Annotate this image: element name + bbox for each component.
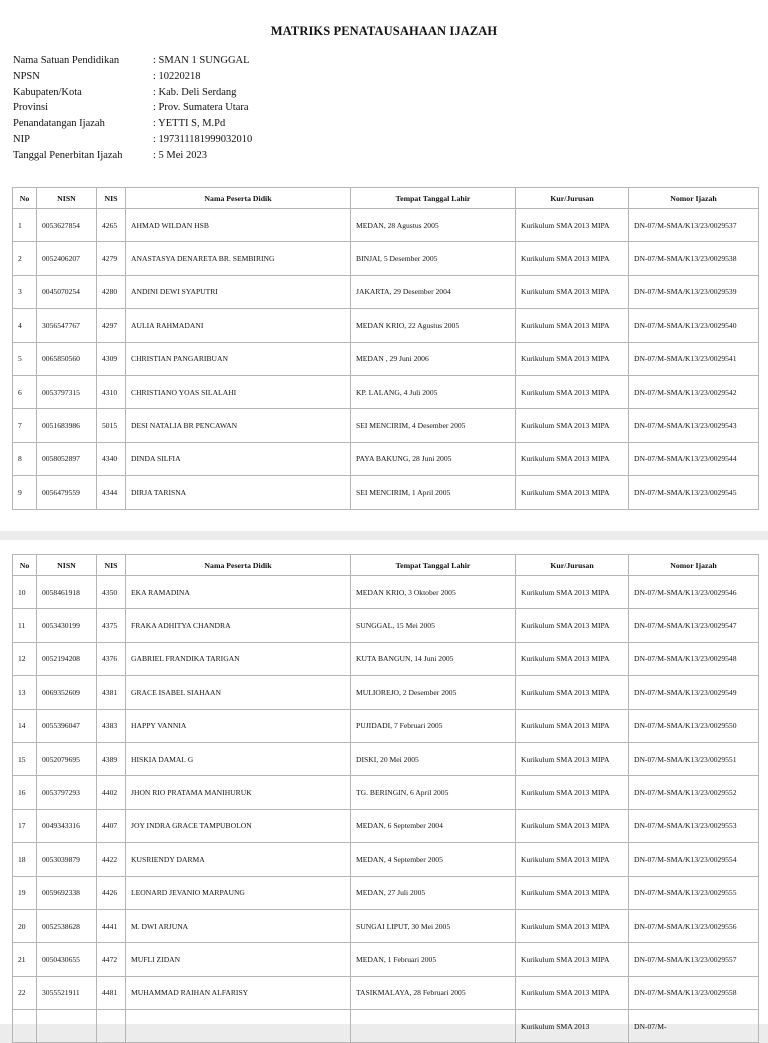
- cell-col-nisn: 0053039879: [37, 843, 97, 876]
- cell-col-kur: Kurikulum SMA 2013 MIPA: [516, 409, 629, 442]
- diploma-table-page-2: [12, 554, 759, 1043]
- table-row: [13, 909, 759, 942]
- header-col-no: No: [13, 188, 37, 209]
- cell-col-nomor-ijazah: DN-07/M-SMA/K13/23/0029544: [629, 442, 759, 475]
- header-col-no: No: [13, 555, 37, 576]
- cell-col-nomor-ijazah: DN-07/M-SMA/K13/23/0029539: [629, 275, 759, 308]
- cell-col-ttl: MEDAN , 29 Juni 2006: [351, 342, 516, 375]
- info-row: [13, 116, 252, 132]
- header-col-ttl: Tempat Tanggal Lahir: [351, 188, 516, 209]
- info-label: Kabupaten/Kota: [13, 86, 82, 98]
- cell-col-ttl: BINJAI, 5 Desember 2005: [351, 242, 516, 275]
- cell-col-nis: 4279: [97, 242, 126, 275]
- cell-col-kur: Kurikulum SMA 2013 MIPA: [516, 209, 629, 242]
- header-col-nama: Nama Peserta Didik: [126, 555, 351, 576]
- diploma-table-page-1: [12, 187, 759, 510]
- cell-col-kur: Kurikulum SMA 2013 MIPA: [516, 976, 629, 1009]
- cell-col-nis: 4422: [97, 843, 126, 876]
- cell-col-nama: LEONARD JEVANIO MARPAUNG: [126, 876, 351, 909]
- info-row: [13, 132, 252, 148]
- document-title: MATRIKS PENATAUSAHAAN IJAZAH: [270, 24, 498, 38]
- cell-col-nama: DIRJA TARISNA: [126, 476, 351, 509]
- info-value: : 10220218: [153, 70, 201, 82]
- table-row: [13, 442, 759, 475]
- info-value: : Prov. Sumatera Utara: [153, 102, 249, 114]
- cell-col-nama: JOY INDRA GRACE TAMPUBOLON: [126, 809, 351, 842]
- cell-col-ttl: TG. BERINGIN, 6 April 2005: [351, 776, 516, 809]
- cell-col-no: 19: [13, 876, 37, 909]
- cell-col-ttl: MEDAN, 6 September 2004: [351, 809, 516, 842]
- cell-col-nomor-ijazah: DN-07/M-SMA/K13/23/0029552: [629, 776, 759, 809]
- cell-col-nisn: 0053430199: [37, 609, 97, 642]
- info-value: : 5 Mei 2023: [153, 149, 207, 161]
- cell-col-nisn: 0059692338: [37, 876, 97, 909]
- cell-col-no: 16: [13, 776, 37, 809]
- header-col-ttl: Tempat Tanggal Lahir: [351, 555, 516, 576]
- info-label: Penandatangan Ijazah: [13, 118, 105, 130]
- cell-col-nisn: 0053797315: [37, 375, 97, 408]
- table-row: [13, 976, 759, 1009]
- info-value: : Kab. Deli Serdang: [153, 86, 237, 98]
- cell-col-kur: Kurikulum SMA 2013 MIPA: [516, 342, 629, 375]
- info-label: NPSN: [13, 70, 40, 82]
- cell-col-nisn: 0058052897: [37, 442, 97, 475]
- cell-col-nomor-ijazah: DN-07/M-SMA/K13/23/0029543: [629, 409, 759, 442]
- cell-col-nis: [97, 1010, 126, 1043]
- cell-col-nama: GABRIEL FRANDIKA TARIGAN: [126, 642, 351, 675]
- cell-col-ttl: TASIKMALAYA, 28 Februari 2005: [351, 976, 516, 1009]
- table-row: [13, 776, 759, 809]
- cell-col-ttl: PAYA BAKUNG, 28 Juni 2005: [351, 442, 516, 475]
- cell-col-kur: Kurikulum SMA 2013 MIPA: [516, 742, 629, 775]
- cell-col-nis: 4280: [97, 275, 126, 308]
- cell-col-nama: CHRISTIAN PANGARIBUAN: [126, 342, 351, 375]
- cell-col-kur: Kurikulum SMA 2013 MIPA: [516, 275, 629, 308]
- cell-col-nisn: 0052538628: [37, 909, 97, 942]
- cell-col-ttl: SUNGAI LIPUT, 30 Mei 2005: [351, 909, 516, 942]
- cell-col-nama: FRAKA ADHITYA CHANDRA: [126, 609, 351, 642]
- cell-col-nis: 4381: [97, 676, 126, 709]
- table-row: [13, 275, 759, 308]
- cell-col-no: 7: [13, 409, 37, 442]
- cell-col-kur: Kurikulum SMA 2013 MIPA: [516, 609, 629, 642]
- cell-col-no: 17: [13, 809, 37, 842]
- info-row: [13, 69, 252, 85]
- cell-col-nisn: 0053797293: [37, 776, 97, 809]
- info-row: [13, 100, 252, 116]
- cell-col-nama: MUFLI ZIDAN: [126, 943, 351, 976]
- cell-col-nama: ANASTASYA DENARETA BR. SEMBIRING: [126, 242, 351, 275]
- cell-col-kur: Kurikulum SMA 2013 MIPA: [516, 375, 629, 408]
- cell-col-nama: HISKIA DAMAI. G: [126, 742, 351, 775]
- cell-col-nomor-ijazah: DN-07/M-SMA/K13/23/0029548: [629, 642, 759, 675]
- cell-col-ttl: [351, 1010, 516, 1043]
- info-value: : SMAN 1 SUNGGAL: [153, 55, 250, 66]
- cell-col-nama: JHON RIO PRATAMA MANIHURUK: [126, 776, 351, 809]
- cell-col-kur: Kurikulum SMA 2013 MIPA: [516, 676, 629, 709]
- cell-col-kur: Kurikulum SMA 2013 MIPA: [516, 909, 629, 942]
- cell-col-nisn: 0045070254: [37, 275, 97, 308]
- cell-col-no: 12: [13, 642, 37, 675]
- cell-col-nis: 4309: [97, 342, 126, 375]
- cell-col-no: 1: [13, 209, 37, 242]
- cell-col-no: 20: [13, 909, 37, 942]
- cell-col-nama: KUSRIENDY DARMA: [126, 843, 351, 876]
- info-row: [13, 53, 252, 69]
- cell-col-kur: Kurikulum SMA 2013 MIPA: [516, 776, 629, 809]
- table-row: [13, 742, 759, 775]
- header-col-kur: Kur/Jurusan: [516, 555, 629, 576]
- info-label: Nama Satuan Pendidikan: [13, 55, 120, 66]
- cell-col-nomor-ijazah: DN-07/M-SMA/K13/23/0029542: [629, 375, 759, 408]
- header-col-nis: NIS: [97, 555, 126, 576]
- cell-col-nisn: 3056547767: [37, 309, 97, 342]
- cell-col-no: 5: [13, 342, 37, 375]
- cell-col-nis: 4481: [97, 976, 126, 1009]
- cell-col-no: 18: [13, 843, 37, 876]
- cell-col-nisn: 0052194208: [37, 642, 97, 675]
- cell-col-no: [13, 1010, 37, 1043]
- cell-col-nisn: 0051683986: [37, 409, 97, 442]
- cell-col-nisn: 0052406207: [37, 242, 97, 275]
- cell-col-kur: Kurikulum SMA 2013 MIPA: [516, 642, 629, 675]
- cell-col-no: 13: [13, 676, 37, 709]
- cell-col-nomor-ijazah: DN-07/M-SMA/K13/23/0029554: [629, 843, 759, 876]
- cell-col-ttl: MEDAN KRIO, 3 Oktober 2005: [351, 576, 516, 609]
- cell-col-no: 4: [13, 309, 37, 342]
- header-col-nisn: NISN: [37, 188, 97, 209]
- cell-col-nomor-ijazah: DN-07/M-SMA/K13/23/0029545: [629, 476, 759, 509]
- table-row: [13, 809, 759, 842]
- table-row: [13, 375, 759, 408]
- cell-col-nama: ANDINI DEWI SYAPUTRI: [126, 275, 351, 308]
- cell-col-kur: Kurikulum SMA 2013 MIPA: [516, 476, 629, 509]
- cell-col-ttl: MEDAN, 1 Februari 2005: [351, 943, 516, 976]
- cell-col-no: 6: [13, 375, 37, 408]
- table-row: [13, 843, 759, 876]
- header-col-nomor-ijazah: Nomor Ijazah: [629, 188, 759, 209]
- cell-col-nomor-ijazah: DN-07/M-SMA/K13/23/0029538: [629, 242, 759, 275]
- info-label: Tanggal Penerbitan Ijazah: [13, 149, 123, 161]
- cell-col-ttl: KUTA BANGUN, 14 Juni 2005: [351, 642, 516, 675]
- table-row: [13, 1010, 759, 1043]
- cell-col-nisn: 3055521911: [37, 976, 97, 1009]
- table-header-row: [13, 188, 759, 209]
- cell-col-ttl: KP. LALANG, 4 Juli 2005: [351, 375, 516, 408]
- info-row: [13, 148, 252, 164]
- cell-col-nomor-ijazah: DN-07/M-: [629, 1010, 759, 1043]
- cell-col-nis: 4407: [97, 809, 126, 842]
- info-row: [13, 85, 252, 101]
- cell-col-ttl: SEI MENCIRIM, 1 April 2005: [351, 476, 516, 509]
- cell-col-no: 2: [13, 242, 37, 275]
- header-col-kur: Kur/Jurusan: [516, 188, 629, 209]
- cell-col-nama: GRACE ISABEL SIAHAAN: [126, 676, 351, 709]
- info-value: : 197311181999032010: [153, 133, 253, 145]
- cell-col-kur: Kurikulum SMA 2013 MIPA: [516, 576, 629, 609]
- cell-col-nomor-ijazah: DN-07/M-SMA/K13/23/0029556: [629, 909, 759, 942]
- cell-col-nama: EKA RAMADINA: [126, 576, 351, 609]
- cell-col-no: 14: [13, 709, 37, 742]
- cell-col-nama: AULIA RAHMADANI: [126, 309, 351, 342]
- cell-col-nomor-ijazah: DN-07/M-SMA/K13/23/0029555: [629, 876, 759, 909]
- table-header-row: [13, 555, 759, 576]
- cell-col-ttl: MEDAN KRIO, 22 Agustus 2005: [351, 309, 516, 342]
- header-col-nama: Nama Peserta Didik: [126, 188, 351, 209]
- cell-col-nisn: 0052079695: [37, 742, 97, 775]
- info-label: Provinsi: [13, 102, 49, 114]
- cell-col-nomor-ijazah: DN-07/M-SMA/K13/23/0029546: [629, 576, 759, 609]
- cell-col-nis: 4441: [97, 909, 126, 942]
- cell-col-ttl: MULIOREJO, 2 Desember 2005: [351, 676, 516, 709]
- cell-col-nama: MUHAMMAD RAIHAN ALFARISY: [126, 976, 351, 1009]
- cell-col-nomor-ijazah: DN-07/M-SMA/K13/23/0029553: [629, 809, 759, 842]
- cell-col-nisn: 0050430655: [37, 943, 97, 976]
- cell-col-nis: 4265: [97, 209, 126, 242]
- cell-col-nomor-ijazah: DN-07/M-SMA/K13/23/0029558: [629, 976, 759, 1009]
- table-row: [13, 409, 759, 442]
- cell-col-ttl: MEDAN, 27 Juli 2005: [351, 876, 516, 909]
- table-row: [13, 676, 759, 709]
- table-row: [13, 609, 759, 642]
- table-row: [13, 209, 759, 242]
- header-col-nomor-ijazah: Nomor Ijazah: [629, 555, 759, 576]
- cell-col-nis: 4375: [97, 609, 126, 642]
- cell-col-ttl: DISKI, 20 Mei 2005: [351, 742, 516, 775]
- cell-col-nis: 4297: [97, 309, 126, 342]
- cell-col-no: 22: [13, 976, 37, 1009]
- cell-col-no: 3: [13, 275, 37, 308]
- cell-col-nomor-ijazah: DN-07/M-SMA/K13/23/0029547: [629, 609, 759, 642]
- info-value: : YETTI S, M.Pd: [153, 118, 226, 130]
- cell-col-nama: DESI NATALIA BR PENCAWAN: [126, 409, 351, 442]
- table-row: [13, 576, 759, 609]
- cell-col-nama: [126, 1010, 351, 1043]
- cell-col-nomor-ijazah: DN-07/M-SMA/K13/23/0029550: [629, 709, 759, 742]
- cell-col-nama: DINDA SILFIA: [126, 442, 351, 475]
- cell-col-nis: 4344: [97, 476, 126, 509]
- cell-col-no: 9: [13, 476, 37, 509]
- table-row: [13, 943, 759, 976]
- cell-col-kur: Kurikulum SMA 2013: [516, 1010, 629, 1043]
- cell-col-nis: 4340: [97, 442, 126, 475]
- cell-col-kur: Kurikulum SMA 2013 MIPA: [516, 809, 629, 842]
- cell-col-kur: Kurikulum SMA 2013 MIPA: [516, 843, 629, 876]
- cell-col-nama: M. DWI ARJUNA: [126, 909, 351, 942]
- header-col-nisn: NISN: [37, 555, 97, 576]
- table-row: [13, 642, 759, 675]
- cell-col-nomor-ijazah: DN-07/M-SMA/K13/23/0029537: [629, 209, 759, 242]
- cell-col-kur: Kurikulum SMA 2013 MIPA: [516, 242, 629, 275]
- cell-col-nisn: 0053627854: [37, 209, 97, 242]
- cell-col-nis: 5015: [97, 409, 126, 442]
- cell-col-no: 15: [13, 742, 37, 775]
- cell-col-ttl: MEDAN, 4 September 2005: [351, 843, 516, 876]
- cell-col-nis: 4402: [97, 776, 126, 809]
- cell-col-no: 11: [13, 609, 37, 642]
- cell-col-no: 10: [13, 576, 37, 609]
- cell-col-nisn: 0055396047: [37, 709, 97, 742]
- cell-col-nis: 4350: [97, 576, 126, 609]
- table-row: [13, 709, 759, 742]
- cell-col-nisn: 0065850560: [37, 342, 97, 375]
- cell-col-nomor-ijazah: DN-07/M-SMA/K13/23/0029540: [629, 309, 759, 342]
- cell-col-nomor-ijazah: DN-07/M-SMA/K13/23/0029541: [629, 342, 759, 375]
- cell-col-ttl: MEDAN, 28 Agustus 2005: [351, 209, 516, 242]
- table-row: [13, 309, 759, 342]
- table-row: [13, 476, 759, 509]
- cell-col-nis: 4376: [97, 642, 126, 675]
- cell-col-no: 8: [13, 442, 37, 475]
- header-col-nis: NIS: [97, 188, 126, 209]
- cell-col-nisn: 0056479559: [37, 476, 97, 509]
- cell-col-nama: HAPPY VANNIA: [126, 709, 351, 742]
- cell-col-nis: 4383: [97, 709, 126, 742]
- cell-col-no: 21: [13, 943, 37, 976]
- cell-col-ttl: PUJIDADI, 7 Februari 2005: [351, 709, 516, 742]
- cell-col-ttl: SEI MENCIRIM, 4 Desember 2005: [351, 409, 516, 442]
- table-row: [13, 876, 759, 909]
- cell-col-nis: 4389: [97, 742, 126, 775]
- cell-col-nisn: 0049343316: [37, 809, 97, 842]
- cell-col-kur: Kurikulum SMA 2013 MIPA: [516, 876, 629, 909]
- cell-col-ttl: SUNGGAL, 15 Mei 2005: [351, 609, 516, 642]
- table-row: [13, 342, 759, 375]
- cell-col-kur: Kurikulum SMA 2013 MIPA: [516, 442, 629, 475]
- cell-col-nisn: 0058461918: [37, 576, 97, 609]
- table-row: [13, 242, 759, 275]
- cell-col-nomor-ijazah: DN-07/M-SMA/K13/23/0029551: [629, 742, 759, 775]
- cell-col-nisn: [37, 1010, 97, 1043]
- cell-col-ttl: JAKARTA, 29 Desember 2004: [351, 275, 516, 308]
- cell-col-kur: Kurikulum SMA 2013 MIPA: [516, 709, 629, 742]
- cell-col-kur: Kurikulum SMA 2013 MIPA: [516, 943, 629, 976]
- cell-col-nomor-ijazah: DN-07/M-SMA/K13/23/0029549: [629, 676, 759, 709]
- cell-col-nomor-ijazah: DN-07/M-SMA/K13/23/0029557: [629, 943, 759, 976]
- cell-col-nis: 4472: [97, 943, 126, 976]
- info-label: NIP: [13, 133, 30, 145]
- cell-col-nis: 4310: [97, 375, 126, 408]
- school-info-block: [13, 53, 252, 164]
- cell-col-nis: 4426: [97, 876, 126, 909]
- cell-col-kur: Kurikulum SMA 2013 MIPA: [516, 309, 629, 342]
- cell-col-nisn: 0069352609: [37, 676, 97, 709]
- cell-col-nama: AHMAD WILDAN HSB: [126, 209, 351, 242]
- cell-col-nama: CHRISTIANO YOAS SILALAHI: [126, 375, 351, 408]
